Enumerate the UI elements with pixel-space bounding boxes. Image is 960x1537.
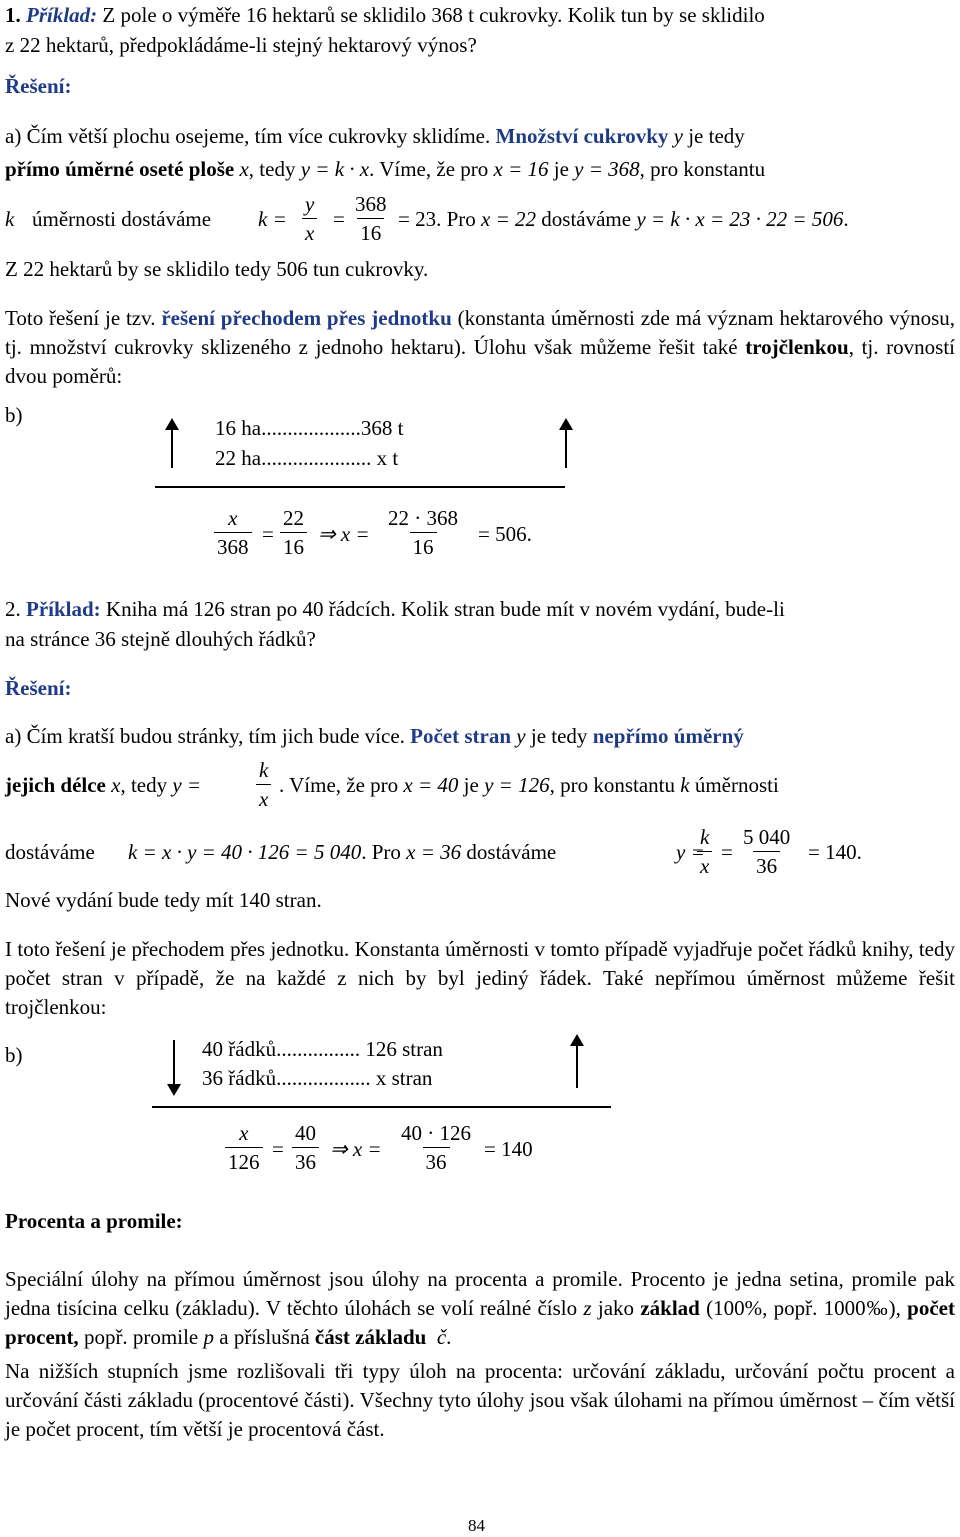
numerator: 22 · 368 (388, 506, 458, 530)
up-arrow-icon (160, 418, 184, 468)
text: . Víme, že pro (279, 773, 404, 797)
denominator: 36 (292, 1147, 319, 1174)
text: . Pro (436, 207, 482, 231)
fraction-22-over-16 (280, 506, 307, 559)
text: je tedy (682, 124, 745, 148)
constant-k: k (5, 207, 15, 231)
text: a) Čím kratší budou stránky, tím jich bude více. (5, 724, 411, 748)
text: , tedy (248, 157, 301, 181)
divider-line (155, 486, 565, 488)
fraction-x-over-368 (214, 506, 252, 559)
variable: z (583, 1296, 592, 1320)
numerator: x (228, 506, 238, 530)
section3-paragraph1 (5, 1265, 955, 1352)
equation: y = k · x (300, 157, 370, 181)
variable: k (680, 773, 690, 797)
equals-sign: = (333, 207, 345, 231)
denominator: 36 (423, 1147, 450, 1174)
example1-solution-heading: Řešení: (5, 74, 72, 98)
equation-k: k = (258, 207, 287, 231)
text: , tj. rovností dvou poměrů: (5, 335, 955, 388)
denominator: 16 (410, 532, 437, 559)
result-value: = 506 (478, 522, 527, 546)
equals-sign: = (272, 1137, 284, 1161)
numerator: x (239, 1121, 249, 1145)
result (478, 522, 532, 547)
equation: y = 126 (484, 773, 550, 797)
numerator: 368 (355, 192, 387, 216)
example2-solution-heading: Řešení: (5, 676, 72, 700)
example1-proportion-row2: 22 ha..................... x t (215, 446, 399, 470)
example1-a-line4: Z 22 hektarů by se sklidilo tedy 506 tun cukrovky. (5, 257, 429, 281)
equals-sign: = (721, 840, 733, 864)
denominator: x (302, 218, 317, 245)
text: a příslušná (214, 1325, 315, 1349)
divider-line (152, 1106, 611, 1108)
fraction-5040-over-36 (740, 825, 793, 878)
equation: x = 36 (406, 840, 462, 864)
fraction-368-over-16 (352, 192, 390, 245)
text: Toto řešení je tzv. (5, 306, 162, 330)
text: (100%, popř. 1000‰), (699, 1296, 908, 1320)
variable: p (203, 1325, 214, 1349)
denominator: x (697, 851, 712, 878)
text: . (843, 207, 849, 231)
numerator: 40 · 126 (401, 1121, 471, 1145)
denominator: 16 (357, 218, 384, 245)
result-value: = 140 (808, 840, 857, 864)
emphasis: nepřímo úměrný (592, 724, 744, 748)
up-arrow-icon (554, 418, 578, 468)
down-arrow-icon (162, 1040, 186, 1098)
fraction-x-over-126 (225, 1121, 263, 1174)
emphasis: Množství cukrovky (495, 124, 674, 148)
up-arrow-icon (565, 1034, 589, 1088)
text: Speciální úlohy na přímou úměrnost jsou úlohy na procenta a promile. Procento je jedna setina, promile pak jedna tisícina celku (základu). V těchto úlohách se volí reálné číslo (5, 1267, 955, 1320)
emphasis: základ (640, 1296, 700, 1320)
denominator: 36 (753, 851, 780, 878)
variable: x (111, 773, 121, 797)
text: . (446, 1325, 452, 1349)
emphasis: trojčlenkou (745, 335, 849, 359)
emphasis: řešení přechodem přes jednotku (161, 306, 452, 330)
example2-text-1: Kniha má 126 stran po 40 řádcích. Kolik stran bude mít v novém vydání, bude-li (100, 597, 785, 621)
fraction-22x368-over-16 (385, 506, 461, 559)
text: , pro konstantu (639, 157, 766, 181)
text: je (458, 773, 485, 797)
numerator: 40 (295, 1121, 316, 1145)
example1-b-label: b) (5, 403, 23, 427)
denominator: x (256, 784, 271, 811)
example1-a-line3-rest (398, 207, 849, 232)
text: dostáváme (536, 207, 637, 231)
example2-proportion-row1: 40 řádků................ 126 stran (202, 1037, 443, 1061)
equation: k = x · y = 40 · 126 = 5 040 (128, 840, 362, 864)
example2-a-line4: Nové vydání bude tedy mít 140 stran. (5, 888, 322, 912)
example1-text-1: Z pole o výměře 16 hektarů se sklidilo 368 t cukrovky. Kolik tun by se sklidilo (97, 3, 765, 27)
numerator: k (259, 758, 269, 782)
equation: y = 368 (574, 157, 640, 181)
equation: x = 22 (481, 207, 537, 231)
result (808, 840, 862, 865)
equals-sign: = (262, 522, 274, 546)
emphasis: jejich délce (5, 773, 112, 797)
equation-y: y = (676, 840, 705, 864)
example2-b-label: b) (5, 1043, 23, 1067)
text: dostáváme (461, 840, 557, 864)
example2-title-line1 (5, 597, 785, 622)
fraction-y-over-x (302, 192, 317, 245)
example2-a-line2-start (5, 773, 201, 798)
example1-number: 1. (5, 3, 26, 27)
text: . Víme, že pro (369, 157, 494, 181)
example1-title-line2: z 22 hektarů, předpokládáme-li stejný hektarový výnos? (5, 33, 477, 57)
numerator: y (305, 192, 315, 216)
numerator: k (700, 825, 710, 849)
variable: č (436, 1325, 447, 1349)
example2-paragraph: I toto řešení je přechodem přes jednotku. Konstanta úměrnosti v tomto případě vyjadřuje počet řádků knihy, tedy počet stran v případě, že na každé z nich by byl jediný řádek. Také nepřímou úměrnost můžeme řešit trojčlenkou: (5, 937, 955, 1019)
result: = 23 (398, 207, 437, 231)
text: je (548, 157, 575, 181)
example1-title-line1 (5, 3, 765, 28)
equation: y = k · x = 23 · 22 = 506 (636, 207, 844, 231)
text: (konstanta úměrnosti zde má význam hektarového výnosu, tj. množství cukrovky sklizeného z jednoho hektaru). Úlohu však můžeme řešit také (5, 306, 955, 359)
text: . (856, 840, 862, 864)
text: . Pro (361, 840, 407, 864)
denominator: 368 (214, 532, 252, 559)
text: . (526, 522, 532, 546)
fraction-k-over-x (697, 825, 712, 878)
text: , tedy (120, 773, 173, 797)
text: popř. promile (78, 1325, 204, 1349)
implies-x-equals: ⇒ x = (330, 1137, 382, 1161)
numerator: 22 (283, 506, 304, 530)
section-heading: Procenta a promile: (5, 1209, 183, 1233)
variable: x (239, 157, 249, 181)
text: a) Čím větší plochu osejeme, tím více cukrovky sklidíme. (5, 124, 496, 148)
example1-paragraph (5, 304, 955, 391)
fraction-40x126-over-36 (398, 1121, 474, 1174)
example1-a-line1 (5, 124, 745, 149)
page-number: 84 (468, 1516, 485, 1535)
result: = 140 (484, 1137, 533, 1161)
equation: x = 40 (403, 773, 459, 797)
text: je tedy (525, 724, 593, 748)
equation: y = (172, 773, 202, 797)
text: jako (591, 1296, 641, 1320)
example2-a-line3-text: dostáváme (5, 840, 95, 864)
example2-label: Příklad: (26, 597, 101, 621)
implies-x-equals: ⇒ x = (318, 522, 370, 546)
example2-a-line2-rest (279, 773, 779, 798)
fraction-k-over-x (256, 758, 271, 811)
numerator: 5 040 (743, 825, 791, 849)
variable: y (673, 124, 683, 148)
fraction-40-over-36 (292, 1121, 319, 1174)
example1-label: Příklad: (26, 3, 98, 27)
example1-a-line3-text: úměrnosti dostáváme (32, 207, 212, 231)
variable: y (516, 724, 526, 748)
example2-a-line3-mid (128, 840, 556, 865)
equation: x = 16 (493, 157, 549, 181)
example2-a-line1 (5, 724, 744, 749)
example2-proportion-row2: 36 řádků.................. x stran (202, 1066, 433, 1090)
denominator: 126 (225, 1147, 263, 1174)
example2-title-line2: na stránce 36 stejně dlouhých řádků? (5, 627, 316, 651)
text: úměrnosti (689, 773, 779, 797)
example2-number: 2. (5, 597, 26, 621)
example1-a-line2 (5, 157, 765, 182)
emphasis: část základu (314, 1325, 427, 1349)
example1-proportion-row1: 16 ha...................368 t (215, 416, 404, 440)
denominator: 16 (280, 532, 307, 559)
emphasis: přímo úměrné oseté ploše (5, 157, 240, 181)
emphasis: počet procent, (5, 1296, 955, 1349)
text: , pro konstantu (549, 773, 681, 797)
emphasis: Počet stran (410, 724, 517, 748)
section3-paragraph2: Na nižších stupních jsme rozlišovali tři typy úloh na procenta: určování základu, určování počtu procent a určování části základu (procentové části). Všechny tyto úlohy jsou však úlohami na přímou úměrnost – čím větší je počet procent, tím větší je procentová část. (5, 1359, 955, 1441)
